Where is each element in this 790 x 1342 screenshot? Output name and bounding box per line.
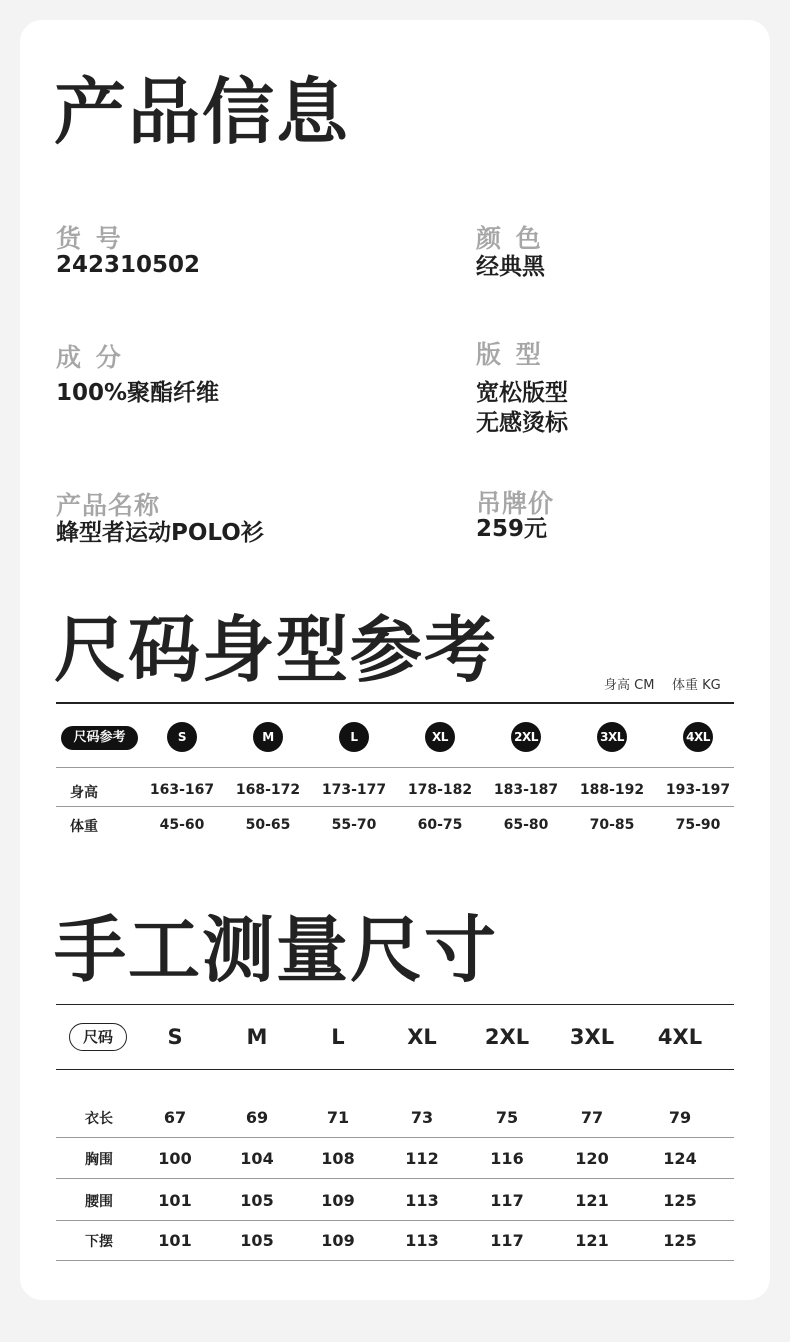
row-label-height: 身高: [70, 785, 98, 801]
table-cell: 75-90: [675, 817, 721, 833]
table-cell: 163-167: [149, 782, 215, 798]
table-cell: 101: [158, 1191, 192, 1210]
size-badge-m: M: [253, 722, 283, 752]
table-cell: 124: [663, 1149, 697, 1168]
table-cell: 69: [245, 1108, 269, 1127]
size-header-l: L: [331, 1025, 345, 1049]
divider: [56, 806, 734, 807]
table-cell: 50-65: [245, 817, 291, 833]
fit-label: 版 型: [476, 340, 544, 369]
table-cell: 109: [321, 1191, 355, 1210]
divider: [56, 1220, 734, 1221]
row-label-waist: 腰围: [85, 1194, 113, 1210]
divider: [56, 1137, 734, 1138]
table-cell: 113: [405, 1191, 439, 1210]
height-unit: 身高 CM: [604, 678, 655, 693]
table-cell: 65-80: [503, 817, 549, 833]
table-cell: 125: [663, 1231, 697, 1250]
table-cell: 120: [575, 1149, 609, 1168]
divider: [56, 1178, 734, 1179]
size-header-3xl: 3XL: [569, 1025, 615, 1049]
divider: [56, 1069, 734, 1070]
fit-value: 宽松版型: [476, 380, 568, 406]
material-label: 成 分: [56, 343, 124, 372]
divider: [56, 1260, 734, 1261]
product-name-value: 蜂型者运动POLO衫: [56, 520, 264, 546]
table-cell: 116: [490, 1149, 524, 1168]
size-reference-title: 尺码身型参考: [54, 608, 499, 692]
table-cell: 104: [240, 1149, 274, 1168]
table-cell: 67: [163, 1108, 187, 1127]
table-cell: 71: [326, 1108, 350, 1127]
table-cell: 100: [158, 1149, 192, 1168]
table-cell: 121: [575, 1231, 609, 1250]
price-value: 259元: [476, 516, 548, 542]
table-cell: 105: [240, 1191, 274, 1210]
material-value: 100%聚酯纤维: [56, 380, 220, 406]
table-cell: 101: [158, 1231, 192, 1250]
divider: [56, 1004, 734, 1005]
table-cell: 55-70: [331, 817, 377, 833]
table-cell: 75: [495, 1108, 519, 1127]
size-header-4xl: 4XL: [657, 1025, 703, 1049]
table-cell: 117: [490, 1191, 524, 1210]
table-cell: 70-85: [589, 817, 635, 833]
table-cell: 60-75: [417, 817, 463, 833]
size-badge-xl: XL: [425, 722, 455, 752]
row-label-chest: 胸围: [85, 1152, 113, 1168]
weight-unit: 体重 KG: [672, 678, 721, 693]
manual-measure-title: 手工测量尺寸: [54, 908, 499, 992]
table-cell: 79: [668, 1108, 692, 1127]
table-cell: 45-60: [159, 817, 205, 833]
size-reference-header-badge: 尺码参考: [61, 726, 138, 750]
table-cell: 105: [240, 1231, 274, 1250]
table-cell: 113: [405, 1231, 439, 1250]
size-header-s: S: [167, 1025, 183, 1049]
table-cell: 121: [575, 1191, 609, 1210]
table-cell: 178-182: [407, 782, 473, 798]
size-badge-4xl: 4XL: [683, 722, 713, 752]
divider: [56, 767, 734, 768]
size-header-badge: 尺码: [69, 1023, 127, 1051]
table-cell: 168-172: [235, 782, 301, 798]
divider: [56, 702, 734, 704]
size-badge-l: L: [339, 722, 369, 752]
size-header-2xl: 2XL: [484, 1025, 530, 1049]
table-cell: 173-177: [321, 782, 387, 798]
color-value: 经典黑: [476, 254, 545, 280]
table-cell: 183-187: [493, 782, 559, 798]
row-label-weight: 体重: [70, 819, 98, 835]
sku-value: 242310502: [56, 252, 201, 278]
product-info-title: 产品信息: [54, 70, 351, 154]
table-cell: 109: [321, 1231, 355, 1250]
fit-value-2: 无感烫标: [476, 410, 568, 436]
table-cell: 108: [321, 1149, 355, 1168]
table-cell: 117: [490, 1231, 524, 1250]
table-cell: 77: [580, 1108, 604, 1127]
product-name-label: 产品名称: [56, 491, 161, 520]
table-cell: 73: [410, 1108, 434, 1127]
row-label-hem: 下摆: [85, 1234, 113, 1250]
size-header-m: M: [246, 1025, 268, 1049]
size-header-xl: XL: [407, 1025, 437, 1049]
sku-label: 货 号: [56, 224, 124, 253]
size-badge-s: S: [167, 722, 197, 752]
price-label: 吊牌价: [476, 489, 555, 518]
table-cell: 188-192: [579, 782, 645, 798]
size-badge-3xl: 3XL: [597, 722, 627, 752]
size-badge-2xl: 2XL: [511, 722, 541, 752]
table-cell: 112: [405, 1149, 439, 1168]
table-cell: 193-197: [665, 782, 731, 798]
table-cell: 125: [663, 1191, 697, 1210]
row-label-length: 衣长: [85, 1111, 113, 1127]
color-label: 颜 色: [476, 224, 544, 253]
